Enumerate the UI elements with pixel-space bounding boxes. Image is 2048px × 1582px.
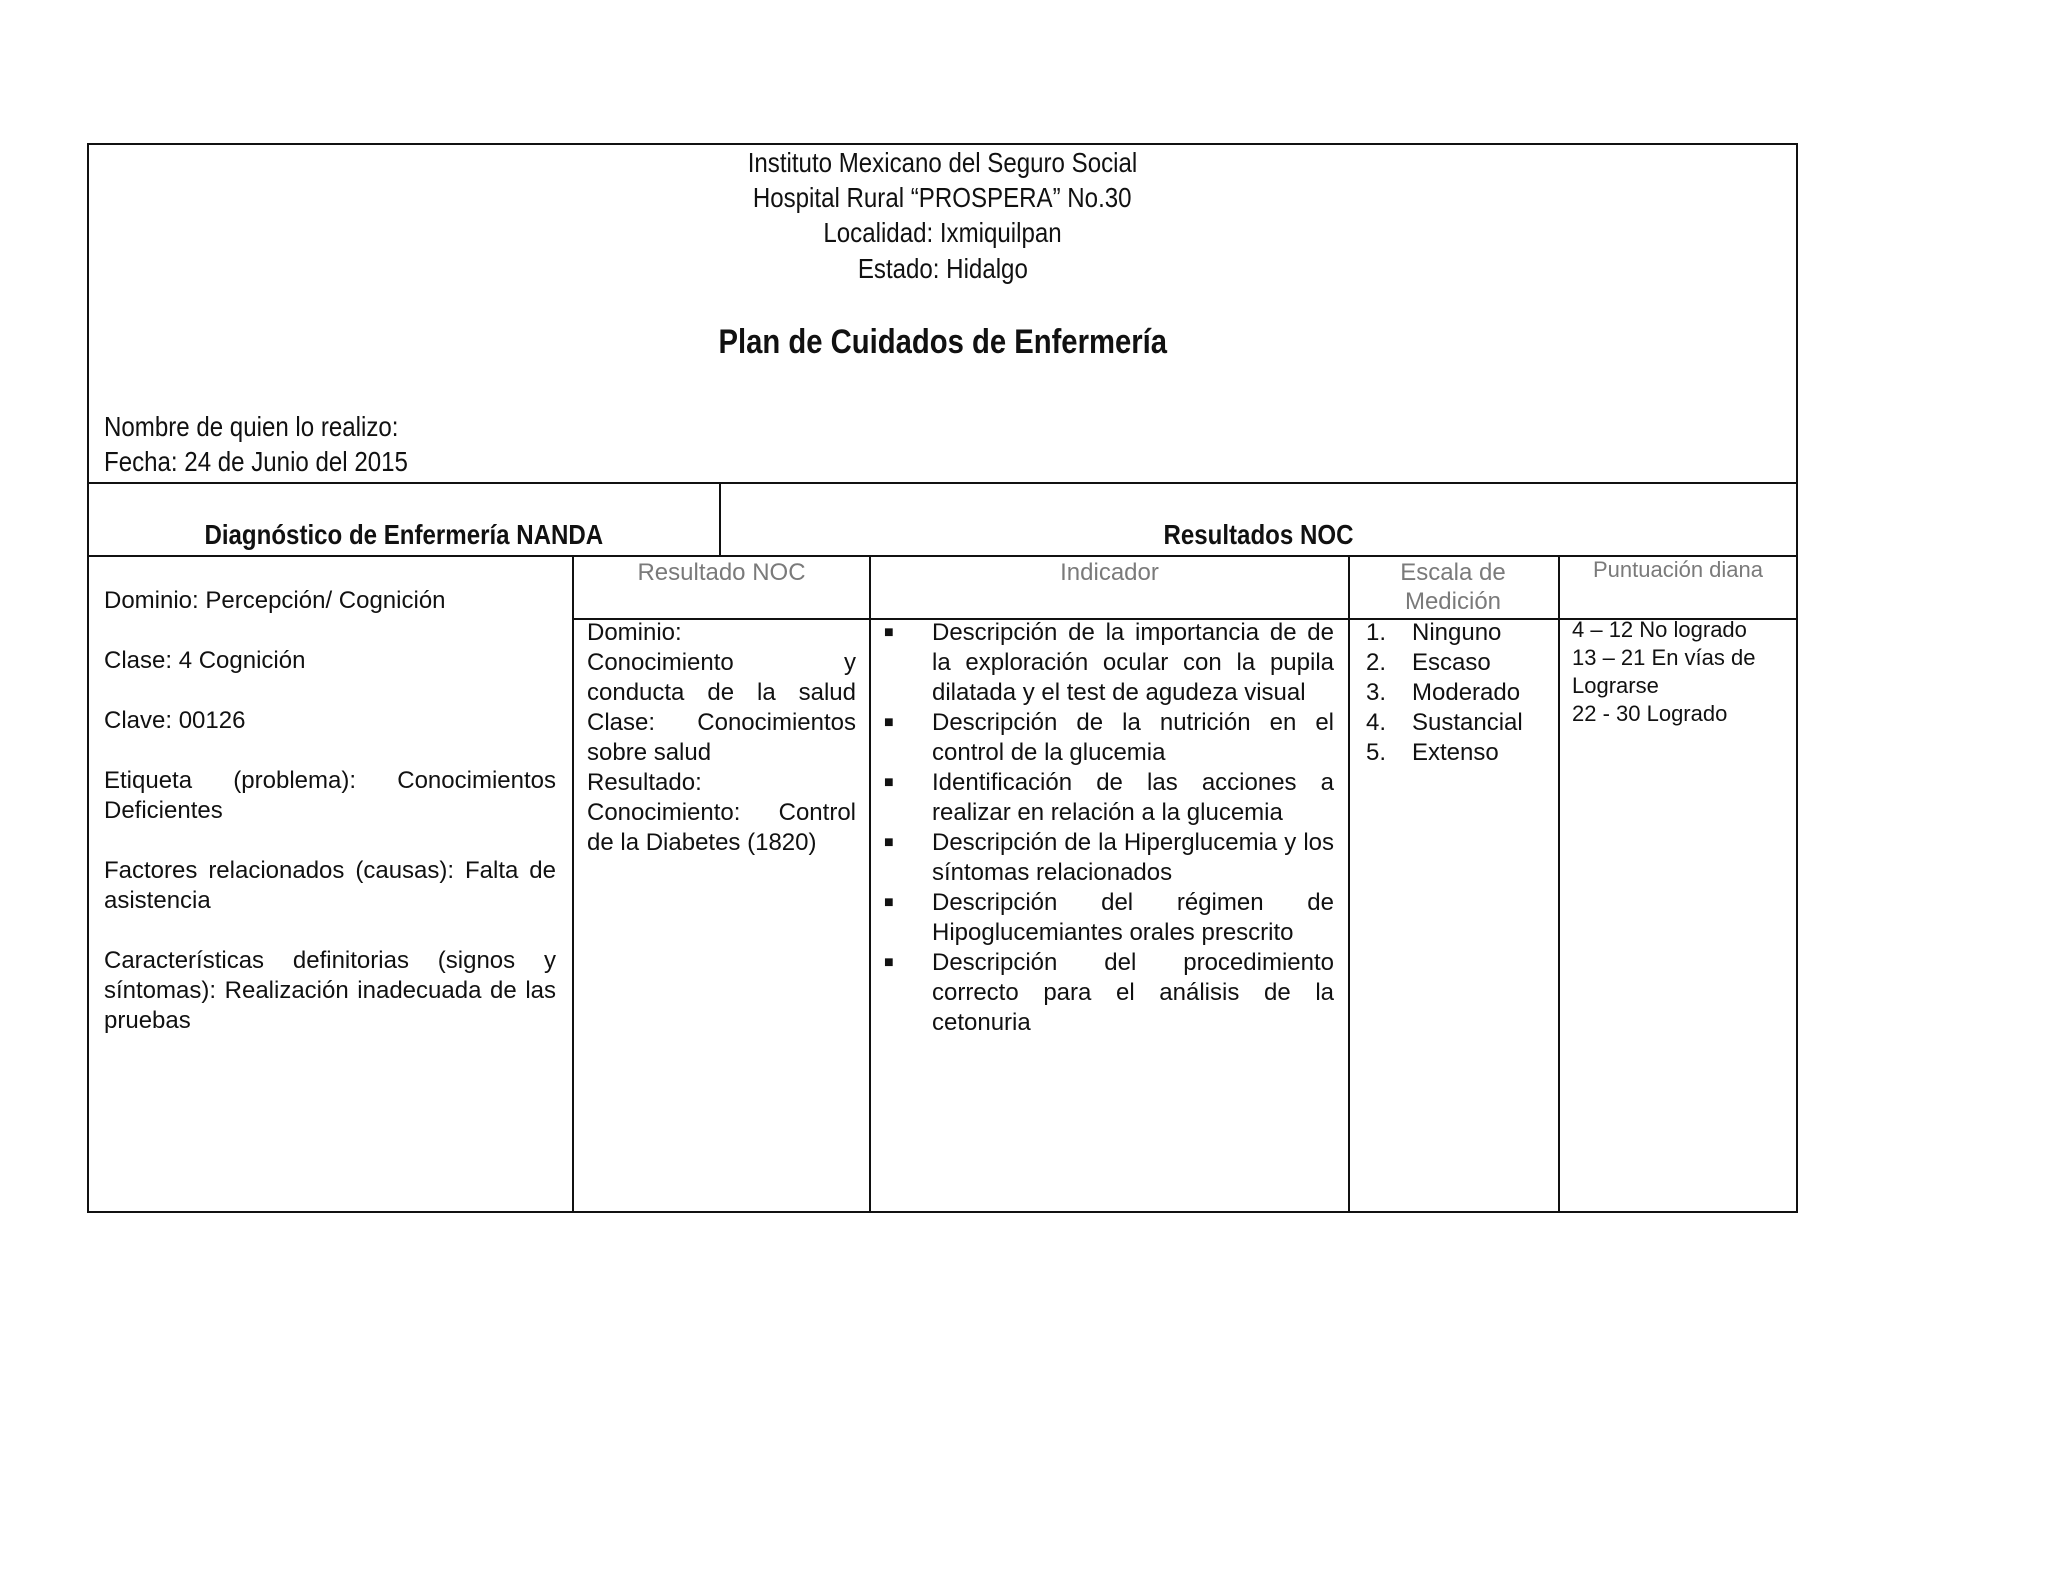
diagnosis-cell (104, 586, 556, 1066)
list-item: 4. Sustancial (1366, 709, 1523, 736)
col-divider-3 (1348, 555, 1350, 1213)
col-divider-2 (869, 555, 871, 1213)
list-item: ■ Descripción de la nutrición en el control de la glucemia (884, 709, 1334, 766)
resultado-line: Dominio: (587, 619, 682, 646)
col-head-escala: Escala de Medición (1400, 559, 1506, 615)
square-bullet-icon: ■ (884, 834, 894, 851)
list-item: ■ Descripción de la Hiperglucemia y los síntomas relacionados (884, 829, 1334, 886)
nanda-heading: Diagnóstico de Enfermería NANDA (204, 519, 604, 550)
resultado-cell (587, 618, 856, 858)
list-item: 3. Moderado (1366, 679, 1521, 706)
section-divider (87, 555, 1798, 557)
escala-cell (1366, 618, 1552, 768)
col-head-indicador: Indicador (1060, 559, 1159, 586)
indicator-list (872, 618, 1334, 1038)
score-range: 22 - 30 Logrado (1572, 701, 1728, 726)
list-item: ■ Identificación de las acciones a realizar en relación a la glucemia (884, 769, 1334, 826)
resultado-line: Resultado: (587, 769, 702, 796)
list-item: ■ Descripción del procedimiento correcto para el análisis de la cetonuria (884, 949, 1334, 1036)
col-divider-1 (572, 555, 574, 1213)
diagnosis-clase: Clase: 4 Cognición (104, 647, 306, 674)
col-divider-4 (1558, 555, 1560, 1213)
locality: Localidad: Ixmiquilpan (823, 217, 1062, 248)
list-item: ■ Descripción de la importancia de de la exploración ocular con la pupila dilatada y el test de agudeza visual (884, 619, 1334, 706)
square-bullet-icon: ■ (884, 624, 894, 641)
square-bullet-icon: ■ (884, 774, 894, 791)
col-head-puntuacion: Puntuación diana (1592, 557, 1764, 582)
indicador-cell (872, 618, 1334, 1038)
page-title: Plan de Cuidados de Enfermería (718, 323, 1167, 361)
resultado-line: Conocimiento y conducta de la salud (587, 649, 856, 706)
author-label: Nombre de quien lo realizo: (104, 411, 399, 442)
institution-name: Instituto Mexicano del Seguro Social (747, 147, 1138, 178)
date-label: Fecha: 24 de Junio del 2015 (104, 446, 408, 477)
noc-heading: Resultados NOC (1163, 519, 1354, 550)
hospital-name: Hospital Rural “PROSPERA” No.30 (753, 182, 1132, 213)
diagnosis-caracteristicas: Características definitorias (signos y síntomas): Realización inadecuada de las pruebas (104, 947, 556, 1034)
list-item: 2. Escaso (1366, 649, 1491, 676)
square-bullet-icon: ■ (884, 954, 894, 971)
score-range: 4 – 12 No logrado (1572, 617, 1747, 642)
score-range: 13 – 21 En vías de Lograrse (1572, 645, 1756, 698)
resultado-line: Conocimiento: Control de la Diabetes (1820) (587, 799, 856, 856)
diagnosis-dominio: Dominio: Percepción/ Cognición (104, 587, 446, 614)
diagnosis-clave: Clave: 00126 (104, 707, 246, 734)
state: Estado: Hidalgo (857, 253, 1028, 284)
square-bullet-icon: ■ (884, 714, 894, 731)
frame-bottom (87, 1211, 1798, 1213)
col-head-resultado: Resultado NOC (637, 559, 806, 586)
diagnosis-factores: Factores relacionados (causas): Falta de asistencia (104, 857, 556, 914)
diagnosis-etiqueta: Etiqueta (problema): Conocimientos Deficientes (104, 767, 556, 824)
scale-list (1366, 618, 1552, 768)
list-item: ■ Descripción del régimen de Hipoglucemiantes orales prescrito (884, 889, 1334, 946)
square-bullet-icon: ■ (884, 894, 894, 911)
list-item: 5. Extenso (1366, 739, 1499, 766)
resultado-line: Clase: Conocimientos sobre salud (587, 709, 856, 766)
puntuacion-cell (1572, 616, 1787, 728)
list-item: 1. Ninguno (1366, 619, 1502, 646)
